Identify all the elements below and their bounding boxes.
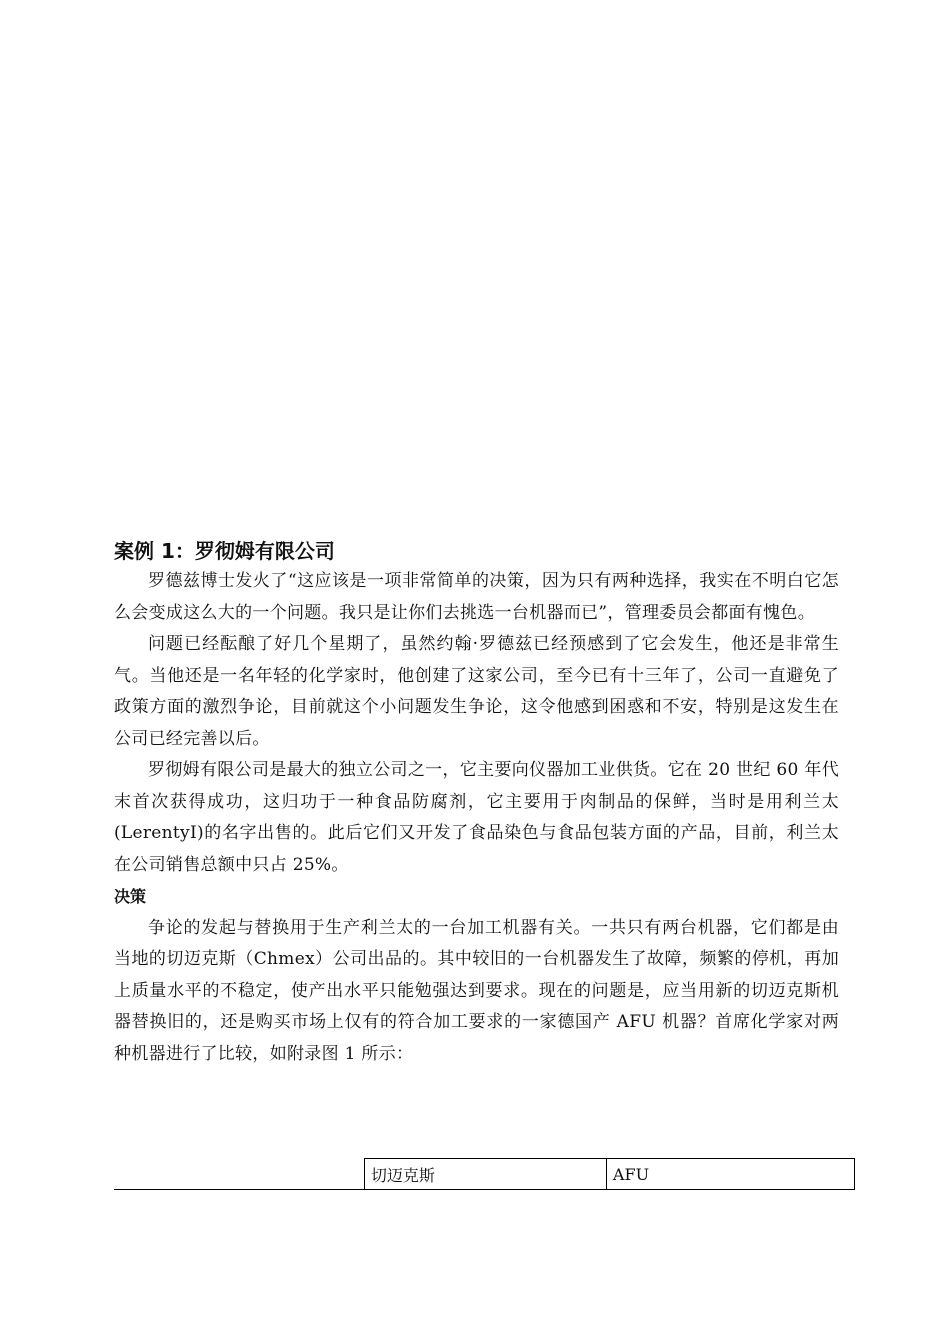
- case-paragraph-3: 罗彻姆有限公司是最大的独立公司之一，它主要向仪器加工业供货。它在 20 世纪 60 年代末首次获得成功，这归功于一种食品防腐剂，它主要用于肉制品的保鲜，当时是用利兰太(LerentyI)的名字出售的。此后它们又开发了食品染色与食品包装方面的产品，目前，利兰太在公司销售总额中只占 25%。: [114, 760, 839, 875]
- comparison-table: [114, 1158, 855, 1190]
- document-body: [114, 536, 839, 1070]
- decision-heading: 决策: [114, 887, 147, 906]
- case-paragraph-2: 问题已经酝酿了好几个星期了，虽然约翰·罗德兹已经预感到了它会发生，他还是非常生气。当他还是一名年轻的化学家时，他创建了这家公司，至今已有十三年了，公司一直避免了政策方面的激烈争论，目前就这个小问题发生争论，这令他感到困惑和不安，特别是这发生在公司已经完善以后。: [114, 634, 839, 749]
- table-header-cell-blank: [114, 1159, 364, 1190]
- table-header-cell-chmex: 切迈克斯: [364, 1159, 606, 1190]
- table-header-row: [114, 1159, 855, 1190]
- case-title: 案例 1：罗彻姆有限公司: [114, 539, 335, 563]
- decision-paragraph: 争论的发起与替换用于生产利兰太的一台加工机器有关。一共只有两台机器，它们都是由当地的切迈克斯（Chmex）公司出品的。其中较旧的一台机器发生了故障，频繁的停机，再加上质量水平的不稳定，使产出水平只能勉强达到要求。现在的问题是，应当用新的切迈克斯机器替换旧的，还是购买市场上仅有的符合加工要求的一家德国产 AFU 机器？首席化学家对两种机器进行了比较，如附录图 1 所示：: [114, 917, 839, 1064]
- case-paragraph-1: 罗德兹博士发火了“这应该是一项非常简单的决策，因为只有两种选择，我实在不明白它怎么会变成这么大的一个问题。我只是让你们去挑选一台机器而已”，管理委员会都面有愧色。: [114, 571, 839, 623]
- table-header-cell-afu: AFU: [606, 1159, 854, 1190]
